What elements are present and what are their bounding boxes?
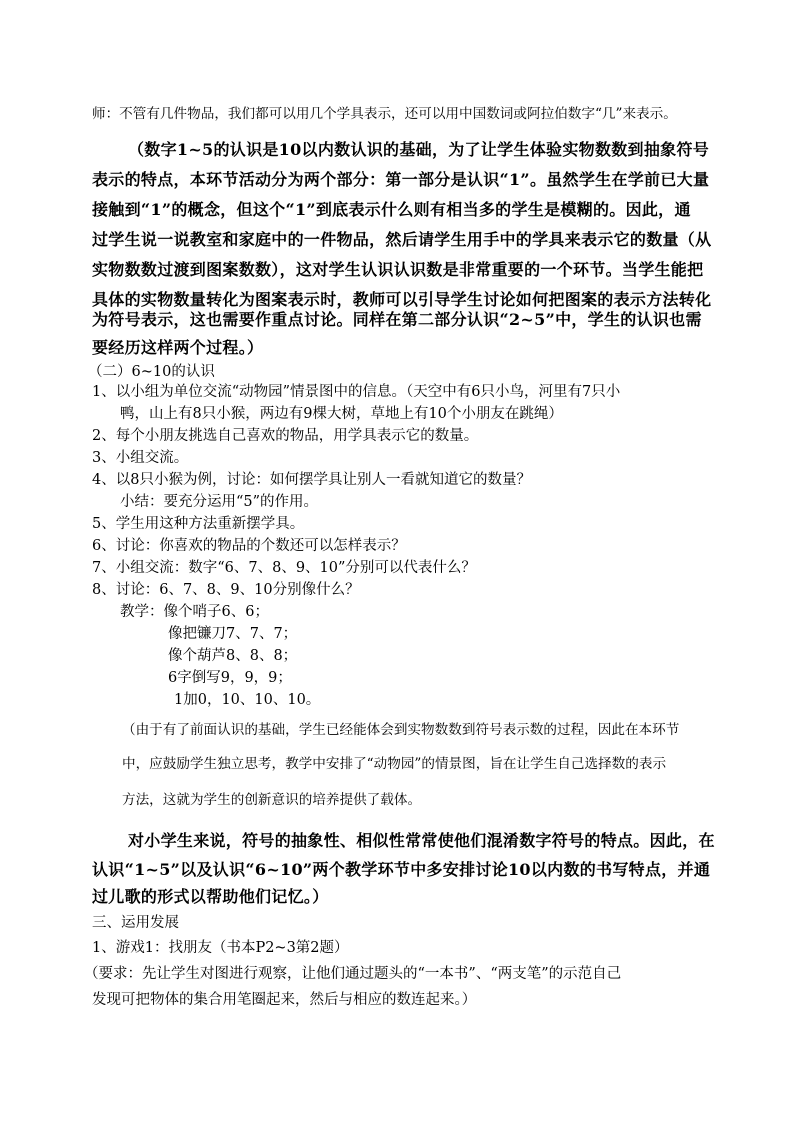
text-line-28: 方法，这就为学生的创新意识的培养提供了载体。 — [122, 792, 422, 808]
text-line-11: 1、以小组为单位交流“动物园”情景图中的信息。（天空中有6只小鸟，河里有7只小 — [92, 384, 621, 400]
text-line-13: 2、每个小朋友挑选自己喜欢的物品，用学具表示它的数量。 — [92, 428, 479, 444]
text-line-18: 6、讨论：你喜欢的物品的个数还可以怎样表示？ — [92, 538, 406, 554]
text-line-30: 认识“1~5”以及认识“6~10”两个教学环节中多安排讨论10以内数的书写特点，并通 — [92, 860, 711, 879]
text-line-34: （要求：先让学生对图进行观察，让他们通过题头的“一本书”、“两支笔”的示范自己 — [84, 966, 622, 982]
text-line-3: 表示的特点，本环节活动分为两个部分：第一部分是认识“1”。虽然学生在学前已大量 — [92, 170, 710, 189]
text-line-31: 过儿歌的形式以帮助他们记忆。） — [92, 887, 329, 906]
text-line-33: 1、游戏1：找朋友（书本P2~3第2题） — [92, 940, 349, 956]
text-line-8: 为符号表示，这也需要作重点讨论。同样在第二部分认识“2~5”中，学生的认识也需 — [92, 310, 702, 329]
section-heading-6-10: （二）6~10的认识 — [88, 364, 215, 380]
text-line-24: 6字倒写9，9，9； — [168, 670, 292, 686]
text-line-7: 具体的实物数量转化为图案表示时，教师可以引导学生讨论如何把图案的表示方法转化 — [92, 290, 712, 309]
section-heading-3: 三、运用发展 — [92, 915, 179, 931]
text-line-14: 3、小组交流。 — [92, 450, 189, 466]
text-line-17: 5、学生用这种方法重新摆学具。 — [92, 516, 305, 532]
text-line-20: 8、讨论：6、7、8、9、10分别像什么？ — [92, 582, 360, 598]
text-line-1: 师：不管有几件物品，我们都可以用几个学具表示，还可以用中国数词或阿拉伯数字“几”来表示。 — [92, 106, 677, 122]
text-line-19: 7、小组交流：数字“6、7、8、9、10”分别可以代表什么？ — [92, 560, 476, 576]
text-line-12: 鸭，山上有8只小猴，两边有9棵大树，草地上有10个小朋友在跳绳） — [120, 406, 563, 422]
text-line-15: 4、以8只小猴为例，讨论：如何摆学具让别人一看就知道它的数量？ — [92, 472, 531, 488]
text-line-21: 教学：像个哨子6、6； — [120, 604, 269, 620]
text-line-4: 接触到“1”的概念，但这个“1”到底表示什么则有相当多的学生是模糊的。因此，通 — [92, 200, 691, 219]
text-line-16: 小结：要充分运用“5”的作用。 — [120, 494, 319, 510]
text-line-23: 像个葫芦8、8、8； — [168, 648, 298, 664]
text-line-27: 中，应鼓励学生独立思考，教学中安排了“动物园”的情景图，旨在让学生自己选择数的表示 — [122, 756, 667, 772]
text-line-35: 发现可把物体的集合用笔圈起来，然后与相应的数连起来。） — [92, 992, 477, 1008]
text-line-5: 过学生说一说教室和家庭中的一件物品，然后请学生用手中的学具来表示它的数量（从 — [92, 230, 712, 249]
text-line-29: 对小学生来说，符号的抽象性、相似性常常使他们混淆数字符号的特点。因此，在 — [128, 831, 715, 850]
text-line-26: （由于有了前面认识的基础，学生已经能体会到实物数数到符号表示数的过程，因此在本环节 — [122, 722, 680, 738]
text-line-22: 像把镰刀7、7、7； — [168, 626, 298, 642]
text-line-2: （数字1~5的认识是10以内数认识的基础，为了让学生体验实物数数到抽象符号 — [128, 140, 710, 159]
text-line-25: 1加0，10、10、10。 — [174, 692, 321, 708]
text-line-9: 要经历这样两个过程。） — [92, 338, 264, 357]
text-line-6: 实物数数过渡到图案数数），这对学生认识认识数是非常重要的一个环节。当学生能把 — [92, 260, 704, 279]
